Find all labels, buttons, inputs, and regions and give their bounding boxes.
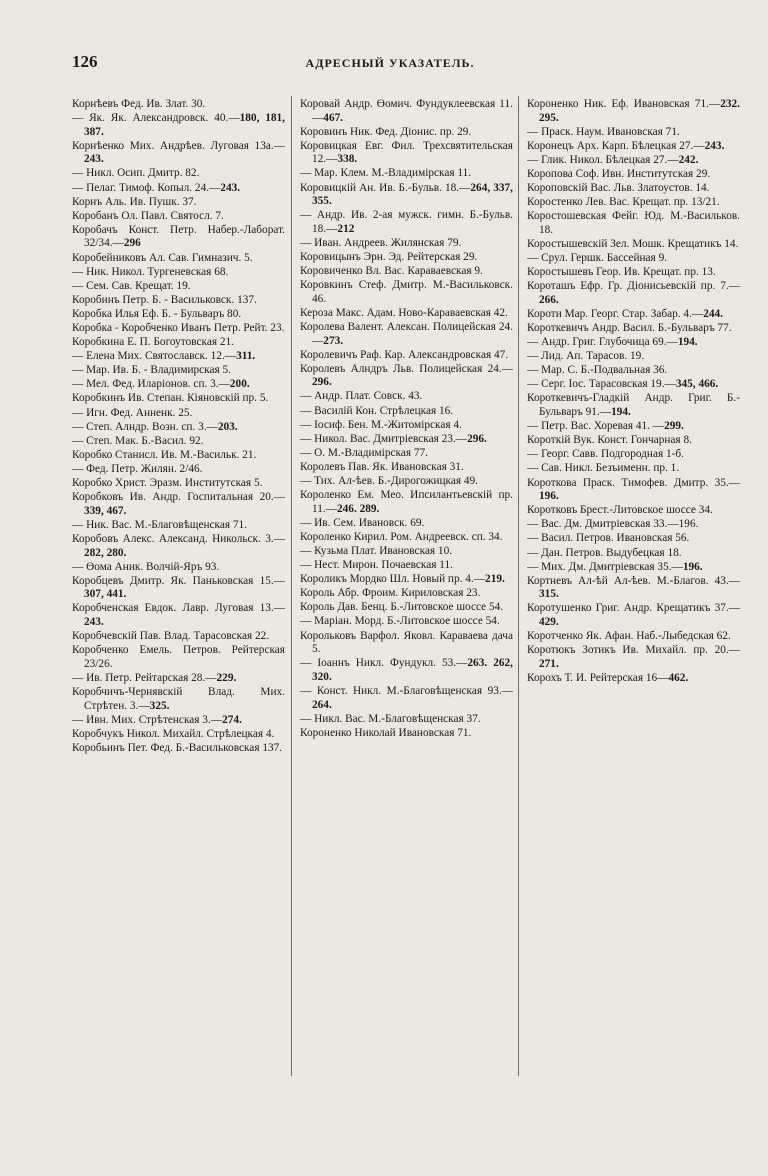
directory-entry [527, 322, 740, 336]
directory-entry [72, 252, 285, 266]
entry-text: — Іоаннъ Никл. Фундукл. 53.— [300, 657, 468, 670]
entry-text: Коробковъ Ив. Андр. Госпитальная 20.— [72, 491, 285, 504]
directory-entry [300, 573, 513, 587]
entry-phone-numbers: 339, 467. [84, 504, 127, 517]
column-2 [300, 98, 513, 1128]
column-rule-1 [291, 96, 292, 1076]
directory-entry [72, 602, 285, 629]
page-header [72, 52, 708, 76]
directory-entry [300, 237, 513, 251]
directory-entry [527, 336, 740, 350]
directory-entry [72, 728, 285, 742]
entry-text: — Мар. Ив. Б. - Владимирская 5. [72, 364, 232, 377]
directory-entry [527, 518, 740, 532]
entry-text: — Маріан. Морд. Б.-Литовское шоссе 54. [300, 615, 500, 628]
directory-entry [300, 727, 513, 741]
directory-entry [300, 657, 513, 684]
entry-phone-numbers: 243. [84, 153, 104, 166]
entry-text: — Дан. Петров. Выдубецкая 18. [527, 546, 682, 559]
entry-phone-numbers: 180, 181, 387. [84, 112, 285, 138]
entry-phone-numbers: 246. 289. [337, 502, 380, 515]
directory-entry [300, 587, 513, 601]
directory-entry [300, 531, 513, 545]
directory-entry [300, 321, 513, 348]
entry-phone-numbers: 296 [123, 237, 141, 250]
column-rule-2 [518, 96, 519, 1076]
entry-text: Короти Мар. Георг. Стар. Забар. 4.— [527, 307, 704, 320]
entry-phone-numbers: 263. 262, 320. [312, 657, 513, 683]
entry-phone-numbers: 200. [229, 378, 250, 391]
entry-text: — Фед. Петр. Жилян. 2/46. [72, 462, 203, 475]
entry-text: — Никол. Вас. Дмитріевская 23.— [300, 432, 468, 445]
entry-text: — Андр. Григ. Глубочица 69.— [527, 336, 678, 349]
entry-text: — Срул. Гершк. Бассейная 9. [527, 252, 668, 265]
directory-entry [527, 462, 740, 476]
entry-text: Короткевичъ Андр. Васил. Б.-Бульваръ 77. [527, 322, 732, 334]
directory-entry [300, 265, 513, 279]
entry-text: Коробейниковъ Ал. Сав. Гимназич. 5. [72, 251, 253, 264]
entry-text: Короненко Николай Ивановская 71. [300, 726, 472, 739]
entry-phone-numbers: 264, 337, 355. [312, 181, 513, 208]
directory-entry [72, 294, 285, 308]
entry-text: Коробачъ Конст. Петр. Набер.-Лаборат. 32/34.— [72, 223, 285, 250]
directory-entry [72, 140, 285, 167]
entry-text: Короленко Кирил. Ром. Андреевск. сп. 34. [300, 530, 503, 543]
directory-entry [527, 252, 740, 266]
entry-text: Коровицкая Евг. Фил. Трехсвятительская 12.— [300, 139, 513, 166]
directory-entry [72, 98, 285, 112]
directory-entry [300, 517, 513, 531]
entry-text: Коростышевскій Зел. Мошк. Крещатикъ 14. [527, 237, 739, 250]
directory-entry [72, 435, 285, 449]
directory-entry [72, 742, 285, 756]
entry-phone-numbers: 194. [677, 336, 698, 349]
entry-text: — Игн. Фед. Анненк. 25. [72, 406, 193, 419]
entry-text: — Пелаг. Тимоф. Копыл. 24.— [72, 181, 221, 194]
directory-entry [527, 364, 740, 378]
directory-entry [300, 209, 513, 236]
directory-entry [300, 685, 513, 712]
entry-text: Коробинъ Петр. Б. - Васильковск. 137. [72, 293, 257, 306]
directory-entry [300, 167, 513, 181]
directory-entry [72, 519, 285, 533]
directory-entry [527, 126, 740, 140]
entry-text: — Никл. Вас. М.-Благовѣщенская 37. [300, 712, 481, 725]
entry-text: — Иван. Андреев. Жилянская 79. [300, 236, 462, 249]
directory-entry [300, 615, 513, 629]
entry-text: — Георг. Савв. Подгородная 1-б. [527, 448, 684, 461]
directory-entry [300, 140, 513, 167]
entry-text: Король Дав. Бенц. Б.-Литовское шоссе 54. [300, 601, 504, 614]
directory-entry [72, 561, 285, 575]
directory-entry [527, 140, 740, 154]
directory-entry [527, 504, 740, 518]
directory-entry [72, 210, 285, 224]
directory-entry [72, 449, 285, 463]
directory-entry [72, 463, 285, 477]
directory-entry [300, 489, 513, 516]
entry-text: — Петр. Вас. Хоревая 41. — [527, 420, 665, 433]
entry-text: Коронецъ Арх. Карп. Бѣлецкая 27.— [527, 139, 705, 152]
directory-entry [72, 266, 285, 280]
directory-entry [72, 686, 285, 713]
directory-entry [72, 491, 285, 518]
entry-phone-numbers: 232. 295. [539, 98, 740, 124]
page-number: 126 [72, 52, 98, 71]
directory-entry [300, 475, 513, 489]
directory-entry [72, 322, 285, 336]
entry-text: Коробка Илья Еф. Б. - Бульваръ 80. [72, 307, 242, 320]
entry-phone-numbers: 296. [467, 432, 487, 445]
directory-entry [72, 575, 285, 602]
directory-entry [72, 196, 285, 210]
entry-text: Король Абр. Фроим. Кириловская 23. [300, 587, 481, 600]
directory-entry [72, 672, 285, 686]
entry-text: Короленко Ем. Мео. Ипсилантьевскій пр. 11.— [300, 489, 513, 515]
entry-text: — Іосиф. Бен. М.-Житомірская 4. [300, 418, 462, 431]
entry-phone-numbers: 194. [611, 406, 631, 419]
entry-text: — Праск. Наум. Ивановская 71. [527, 125, 680, 138]
entry-text: Коростышевъ Геор. Ив. Крещат. пр. 13. [527, 266, 716, 279]
entry-phone-numbers: 243. [220, 181, 241, 194]
entry-text: Коробко Христ. Эразм. Институтская 5. [72, 477, 263, 490]
entry-phone-numbers: 299. [664, 420, 684, 433]
entry-text: Коровиченко Вл. Вас. Караваевская 9. [300, 265, 483, 278]
entry-text: — Вас. Дм. Дмитріевская 33.—196. [527, 518, 699, 531]
directory-entry [72, 407, 285, 421]
entry-phone-numbers: 345, 466. [675, 378, 719, 391]
entry-phone-numbers: 229. [216, 671, 237, 684]
column-3 [527, 98, 740, 1128]
entry-text: Коровицынъ Эрн. Эд. Рейтерская 29. [300, 251, 478, 264]
entry-phone-numbers: 242. [678, 153, 699, 166]
page-title: АДРЕСНЫЙ УКАЗАТЕЛЬ. [305, 56, 475, 70]
entry-text: Корнѣенко Мих. Андрѣев. Луговая 13а.— [72, 139, 285, 152]
entry-text: Коробка - Коробченко Иванъ Петр. Рейт. 23. [72, 322, 285, 334]
directory-entry [300, 405, 513, 419]
entry-phone-numbers: 212 [337, 222, 355, 235]
entry-phone-numbers: 429. [539, 615, 559, 628]
directory-entry [527, 266, 740, 280]
entry-text: Королева Валент. Алексан. Полицейская 24.— [300, 321, 513, 347]
entry-phone-numbers: 282, 280. [84, 546, 127, 559]
directory-entry [72, 350, 285, 364]
entry-text: — Як. Як. Александровск. 40.— [72, 112, 240, 125]
entry-text: — Степ. Мак. Б.-Васил. 92. [72, 434, 204, 447]
directory-entry [527, 448, 740, 462]
entry-phone-numbers: 244. [703, 307, 723, 320]
entry-text: Корнъ Аль. Ив. Пушк. 37. [72, 195, 197, 208]
directory-entry [72, 630, 285, 644]
directory-entry [72, 533, 285, 560]
entry-text: Кортневъ Ал-ѣй Ал-ѣев. М.-Благов. 43.— [527, 574, 740, 587]
directory-entry [527, 532, 740, 546]
directory-entry [527, 280, 740, 307]
entry-text: Коротушенко Григ. Андр. Крещатикъ 37.— [527, 602, 740, 615]
entry-text: — Мар. Клем. М.-Владимірская 11. [300, 167, 472, 180]
directory-entry [527, 210, 740, 237]
directory-entry [72, 336, 285, 350]
entry-phone-numbers: 315. [539, 588, 559, 601]
entry-text: — Никл. Осип. Дмитр. 82. [72, 167, 200, 180]
entry-text: — Кузьма Плат. Ивановская 10. [300, 545, 453, 557]
entry-text: — Өома Аник. Волчій-Яръ 93. [72, 560, 220, 573]
entry-text: — Василій Кон. Стрѣлецкая 16. [300, 404, 454, 417]
entry-phone-numbers: 271. [539, 657, 559, 670]
entry-text: Коровицкій Ан. Ив. Б.-Бульв. 18.— [300, 181, 471, 194]
entry-text: Короткевичъ-Гладкій Андр. Григ. Б.-Бульваръ 91.— [527, 392, 740, 419]
directory-entry [72, 112, 285, 139]
directory-entry [72, 378, 285, 392]
directory-entry [300, 307, 513, 321]
directory-entry [72, 280, 285, 294]
entry-text: Коробко Станисл. Ив. М.-Васильк. 21. [72, 448, 257, 461]
directory-entry [527, 196, 740, 210]
entry-text: Кероза Макс. Адам. Ново-Караваевская 42. [300, 306, 508, 319]
directory-entry [527, 392, 740, 419]
entry-text: Короткова Праск. Тимофев. Дмитр. 35.— [527, 476, 740, 489]
entry-phone-numbers: 274. [222, 713, 242, 726]
entry-text: Корольковъ Варфол. Яковл. Караваева дача 5. [300, 629, 513, 656]
entry-phone-numbers: 296. [312, 376, 332, 389]
entry-text: — Мел. Фед. Иларіонов. сп. 3.— [72, 378, 230, 391]
directory-entry [300, 363, 513, 390]
entry-phone-numbers: 467. [323, 111, 344, 124]
directory-entry [527, 420, 740, 434]
directory-entry [527, 308, 740, 322]
directory-entry [300, 98, 513, 125]
entry-phone-numbers: 307, 441. [84, 588, 127, 601]
directory-entry [300, 447, 513, 461]
entry-text: — Глик. Никол. Бѣлецкая 27.— [527, 153, 679, 166]
entry-phone-numbers: 266. [539, 293, 559, 306]
entry-text: — Андр. Ив. 2-ая мужск. гимн. Б.-Бульв. 18.— [300, 209, 513, 235]
entry-text: Коротченко Як. Афан. Наб.-Лыбедская 62. [527, 630, 731, 643]
entry-text: Коротюкъ Зотикъ Ив. Михайл. пр. 20.— [527, 644, 740, 657]
entry-text: Коровай Андр. Өомич. Фундуклеевская 11.— [300, 98, 513, 124]
entry-text: Короненко Ник. Еф. Ивановская 71.— [527, 98, 721, 110]
entry-text: — Мар. С. Б.-Подвальная 36. [527, 364, 668, 377]
entry-text: Короповскій Вас. Льв. Златоустов. 14. [527, 182, 710, 195]
entry-text: Королевичъ Раф. Кар. Александровская 47. [300, 348, 509, 361]
entry-text: — Лид. Ап. Тарасов. 19. [527, 350, 645, 363]
directory-entry [527, 561, 740, 575]
directory-entry [300, 182, 513, 209]
entry-text: Коробченская Евдок. Лавр. Луговая 13.— [72, 602, 285, 615]
directory-entry [527, 547, 740, 561]
entry-phone-numbers: 196. [539, 490, 559, 503]
directory-entry [300, 126, 513, 140]
entry-phone-numbers: 311. [236, 350, 256, 363]
directory-entry [527, 238, 740, 252]
entry-text: Коробовъ Алекс. Александ. Никольск. 3.— [72, 532, 285, 545]
entry-text: Коропова Соф. Ивн. Институтская 29. [527, 167, 711, 180]
entry-text: — Серг. Іос. Тарасовская 19.— [527, 378, 676, 391]
directory-entry [300, 349, 513, 363]
entry-text: — Ник. Вас. М.-Благовѣщенская 71. [72, 518, 248, 531]
entry-phone-numbers: 196. [682, 560, 703, 573]
entry-text: Коробчичъ-Чернявскій Влад. Мих. Стрѣтен. 3.— [72, 685, 285, 712]
entry-phone-numbers: 203. [217, 420, 238, 433]
entry-text: Королевъ Алндръ Льв. Полицейская 24.— [300, 362, 513, 375]
directory-entry [72, 224, 285, 251]
directory-entry [527, 630, 740, 644]
entry-text: — Мих. Дм. Дмитріевская 35.— [527, 560, 683, 573]
directory-entry [300, 390, 513, 404]
entry-text: — Ив. Сем. Ивановск. 69. [300, 516, 425, 529]
column-1 [72, 98, 285, 1128]
directory-entry [300, 559, 513, 573]
directory-entry [72, 167, 285, 181]
directory-entry [300, 433, 513, 447]
directory-entry [72, 364, 285, 378]
entry-text: Коровинъ Ник. Фед. Діонис. пр. 29. [300, 125, 472, 138]
entry-text: — Нест. Мирон. Почаевская 11. [300, 559, 453, 572]
entry-text: — Конст. Никл. М.-Благовѣщенская 93.— [300, 684, 513, 697]
entry-text: Коробчукъ Никол. Михайл. Стрѣлецкая 4. [72, 727, 275, 740]
directory-entry [300, 251, 513, 265]
directory-entry [527, 378, 740, 392]
directory-entry [300, 461, 513, 475]
entry-text: Коробанъ Ол. Павл. Святосл. 7. [72, 209, 224, 222]
directory-entry [527, 434, 740, 448]
entry-phone-numbers: 462. [668, 671, 689, 684]
entry-text: Корнѣевъ Фед. Ив. Злат. 30. [72, 98, 206, 110]
entry-phone-numbers: 264. [312, 698, 332, 711]
directory-entry [527, 477, 740, 504]
directory-entry [72, 477, 285, 491]
directory-entry [72, 308, 285, 322]
entry-text: Коростенко Лев. Вас. Крещат. пр. 13/21. [527, 196, 720, 209]
entry-text: Коробцевъ Дмитр. Як. Паньковская 15.— [72, 574, 285, 587]
entry-text: — Ивн. Мих. Стрѣтенская 3.— [72, 713, 223, 726]
entry-text: Коробченко Емель. Петров. Рейтерская 23/26. [72, 644, 285, 670]
entry-text: — О. М.-Владимірская 77. [300, 446, 428, 459]
directory-entry [300, 601, 513, 615]
directory-entry [72, 421, 285, 435]
directory-entry [300, 545, 513, 559]
directory-entry [527, 154, 740, 168]
directory-entry [527, 168, 740, 182]
directory-entry [72, 182, 285, 196]
directory-entry [72, 714, 285, 728]
directory-entry [527, 575, 740, 602]
directory-entry [300, 713, 513, 727]
entry-phone-numbers: 273. [323, 334, 344, 347]
entry-phone-numbers: 219. [485, 573, 505, 586]
directory-entry [300, 419, 513, 433]
entry-text: — Елена Мих. Святославск. 12.— [72, 350, 237, 363]
directory-entry [300, 630, 513, 657]
entry-text: — Ник. Никол. Тургеневская 68. [72, 265, 229, 278]
entry-text: Коровкинъ Стеф. Дмитр. М.-Васильковск. 46. [300, 279, 513, 305]
entry-text: — Тих. Ал-ѣев. Б.-Дирогожицкая 49. [300, 475, 478, 488]
entry-text: Коротковъ Брест.-Литовское шоссе 34. [527, 504, 713, 517]
directory-entry [527, 672, 740, 686]
entry-text: Короликъ Мордко Шл. Новый пр. 4.— [300, 573, 486, 586]
directory-entry [72, 644, 285, 671]
entry-text: Королевъ Пав. Як. Ивановская 31. [300, 460, 464, 473]
entry-text: Коробкинъ Ив. Степан. Кіяновскій пр. 5. [72, 392, 269, 405]
entry-text: Коростошевская Фейг. Юд. М.-Васильков. 18. [527, 210, 740, 236]
entry-text: Короташъ Ефр. Гр. Діонисьевскій пр. 7.— [527, 280, 740, 293]
entry-text: — Сем. Сав. Крещат. 19. [72, 279, 191, 292]
entry-text: Корохъ Т. И. Рейтерская 16— [527, 671, 669, 684]
entry-text: — Ив. Петр. Рейтарская 28.— [72, 671, 217, 684]
entry-text: Коробчевскій Пав. Влад. Тарасовская 22. [72, 630, 270, 643]
entry-phone-numbers: 243. [84, 615, 104, 628]
directory-entry [72, 392, 285, 406]
entry-phone-numbers: 243. [704, 139, 725, 152]
entry-text: Короткій Вук. Конст. Гончарная 8. [527, 434, 692, 447]
entry-phone-numbers: 338. [337, 153, 358, 166]
entry-text: Коробкина Е. П. Богоутовская 21. [72, 336, 234, 349]
entry-phone-numbers: 325. [149, 699, 170, 712]
directory-entry [527, 644, 740, 671]
entry-text: — Васил. Петров. Ивановская 56. [527, 532, 690, 545]
entry-text: — Андр. Плат. Совск. 43. [300, 390, 423, 403]
directory-entry [527, 98, 740, 125]
entry-text: Коробьинъ Пет. Фед. Б.-Васильковская 137. [72, 741, 283, 754]
directory-entry [527, 350, 740, 364]
directory-entry [527, 602, 740, 629]
entry-text: — Степ. Алндр. Возн. сп. 3.— [72, 420, 218, 433]
entry-text: — Сав. Никл. Безъименн. пр. 1. [527, 462, 680, 475]
directory-entry [527, 182, 740, 196]
directory-entry [300, 279, 513, 306]
